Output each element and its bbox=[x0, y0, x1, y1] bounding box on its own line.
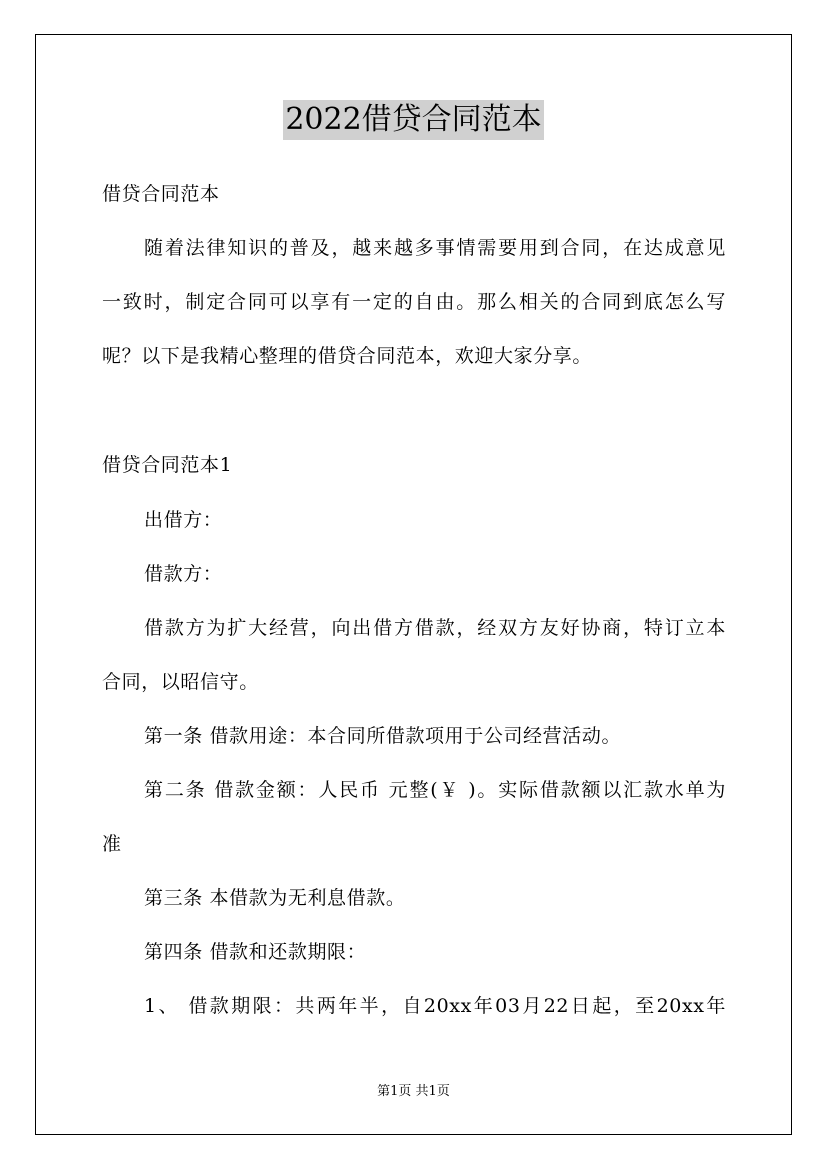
article-4-item-1: 1、 借款期限：共两年半，自20xx年03月22日起，至20xx年 bbox=[144, 995, 726, 1017]
title-container bbox=[0, 100, 827, 140]
section-heading: 借贷合同范本 bbox=[102, 183, 220, 205]
preamble-line-2: 合同，以昭信守。 bbox=[102, 671, 259, 693]
article-2-line-2: 准 bbox=[102, 833, 122, 855]
article-1: 第一条 借款用途：本合同所借款项用于公司经营活动。 bbox=[144, 725, 622, 747]
borrower-label: 借款方： bbox=[144, 563, 223, 585]
intro-paragraph-line-1: 随着法律知识的普及，越来越多事情需要用到合同，在达成意见 bbox=[144, 237, 726, 259]
article-4: 第四条 借款和还款期限： bbox=[144, 941, 367, 963]
lender-label: 出借方： bbox=[144, 509, 223, 531]
article-3: 第三条 本借款为无利息借款。 bbox=[144, 887, 406, 909]
preamble-line-1: 借款方为扩大经营，向出借方借款，经双方友好协商，特订立本 bbox=[144, 617, 726, 639]
document-title: 2022借贷合同范本 bbox=[283, 100, 543, 140]
page-footer: 第1页 共1页 bbox=[377, 1084, 450, 1099]
intro-paragraph-line-2: 一致时，制定合同可以享有一定的自由。那么相关的合同到底怎么写 bbox=[102, 291, 726, 313]
sample-heading: 借贷合同范本1 bbox=[102, 454, 233, 476]
intro-paragraph-line-3: 呢？以下是我精心整理的借贷合同范本，欢迎大家分享。 bbox=[102, 345, 593, 367]
article-2-line-1: 第二条 借款金额：人民币 元整(￥ )。实际借款额以汇款水单为 bbox=[144, 779, 726, 801]
